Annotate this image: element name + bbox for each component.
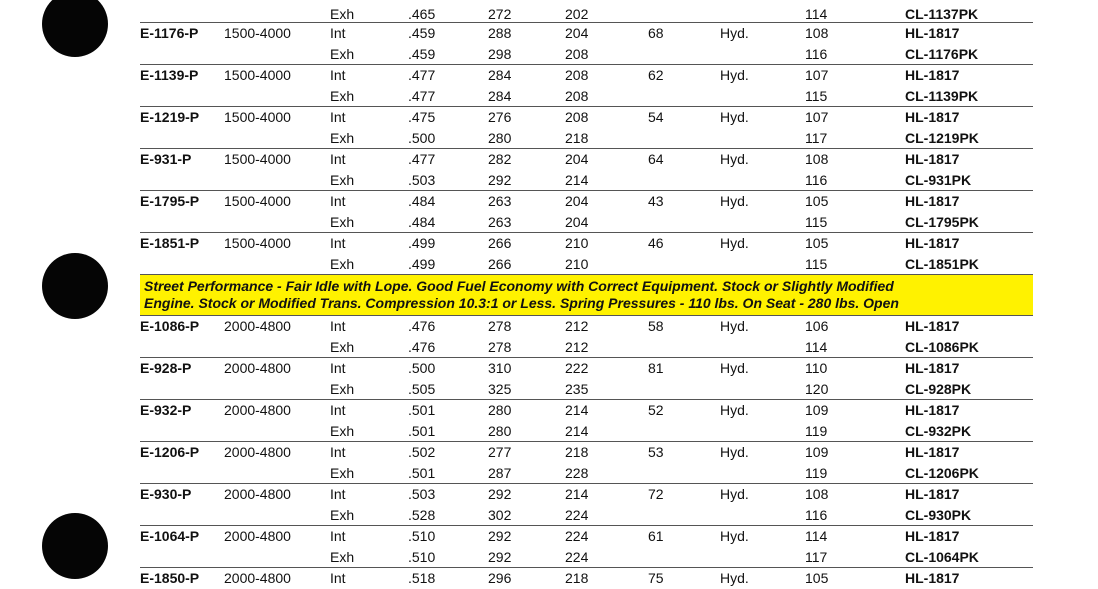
valve-label: Int xyxy=(330,360,346,376)
part-number: CL-1206PK xyxy=(905,464,979,481)
duration-050: 218 xyxy=(565,570,589,586)
valve-label: Exh xyxy=(330,255,355,272)
duration-050: 235 xyxy=(565,380,589,397)
valve-label: Int xyxy=(330,570,346,586)
valve-label: Int xyxy=(330,402,346,418)
rpm-range: 2000-4800 xyxy=(224,360,291,376)
cam-row-intake xyxy=(140,65,1033,86)
lift-value: .501 xyxy=(408,422,436,439)
cam-row-intake xyxy=(140,149,1033,170)
cam-row-exhaust xyxy=(140,379,1033,401)
valve-label: Int xyxy=(330,528,346,544)
valve-label: Exh xyxy=(330,87,355,104)
lift-value: .500 xyxy=(408,360,436,376)
spec-value: 105 xyxy=(805,235,829,251)
cam-part-number: E-1219-P xyxy=(140,109,200,125)
duration-050: 228 xyxy=(565,464,589,481)
advertised-duration: 263 xyxy=(488,213,512,230)
advertised-duration: 284 xyxy=(488,67,512,83)
cam-row-exhaust xyxy=(140,170,1033,192)
cam-row-exhaust xyxy=(140,44,1033,66)
lift-value: .510 xyxy=(408,528,436,544)
lifter-type: Hyd. xyxy=(720,235,749,251)
cam-group-1500-4000 xyxy=(140,23,1033,275)
rpm-range: 2000-4800 xyxy=(224,486,291,502)
category-banner xyxy=(140,275,1033,316)
lift-value: .503 xyxy=(408,486,436,502)
rpm-range: 1500-4000 xyxy=(224,235,291,251)
banner-line-2: Engine. Stock or Modified Trans. Compression 10.3:1 or Less. Spring Pressures - 110 lbs. On Seat - 280 lbs. Open xyxy=(144,295,899,311)
lifter-type: Hyd. xyxy=(720,528,749,544)
part-number: CL-931PK xyxy=(905,171,972,188)
lift-value: .503 xyxy=(408,171,436,188)
cam-row-exhaust xyxy=(140,86,1033,108)
banner-line-1: Street Performance - Fair Idle with Lope. Good Fuel Economy with Correct Equipment. Stock or Slightly Modified xyxy=(144,278,894,294)
part-number: HL-1817 xyxy=(905,25,960,41)
duration-050: 224 xyxy=(565,548,589,565)
spec-value: 115 xyxy=(805,87,828,104)
spec-value: 109 xyxy=(805,402,829,418)
cam-spec-table xyxy=(140,0,1033,589)
duration-050: 222 xyxy=(565,360,589,376)
spec-value: 109 xyxy=(805,444,829,460)
part-number: CL-1139PK xyxy=(905,87,979,104)
rpm-range: 1500-4000 xyxy=(224,67,291,83)
part-number: CL-1086PK xyxy=(905,338,979,355)
advertised-duration: 288 xyxy=(488,25,512,41)
part-number: HL-1817 xyxy=(905,67,960,83)
cam-part-number: E-1176-P xyxy=(140,25,199,41)
lobe-value: 43 xyxy=(648,193,664,209)
spec-value: 107 xyxy=(805,109,829,125)
lift-value: .465 xyxy=(408,6,436,22)
cam-row-intake xyxy=(140,316,1033,337)
valve-label: Int xyxy=(330,67,346,83)
part-number: CL-928PK xyxy=(905,380,972,397)
valve-label: Int xyxy=(330,151,346,167)
part-number: HL-1817 xyxy=(905,402,960,418)
advertised-duration: 296 xyxy=(488,570,512,586)
spec-value: 107 xyxy=(805,67,829,83)
lifter-type: Hyd. xyxy=(720,67,749,83)
advertised-duration: 266 xyxy=(488,255,512,272)
lift-value: .499 xyxy=(408,255,436,272)
lobe-value: 61 xyxy=(648,528,664,544)
cam-part-number: E-1206-P xyxy=(140,444,200,460)
valve-label: Int xyxy=(330,235,346,251)
cam-row-exhaust xyxy=(140,421,1033,443)
lobe-value: 81 xyxy=(648,360,664,376)
partial-bottom-row xyxy=(140,568,1033,589)
spec-value: 117 xyxy=(805,129,828,146)
binder-hole-bottom xyxy=(42,513,108,579)
lift-value: .510 xyxy=(408,548,436,565)
lifter-type: Hyd. xyxy=(720,25,749,41)
cam-row-intake xyxy=(140,358,1033,379)
advertised-duration: 292 xyxy=(488,548,512,565)
duration-050: 224 xyxy=(565,528,589,544)
spec-value: 116 xyxy=(805,506,828,523)
duration-050: 208 xyxy=(565,45,589,62)
duration-050: 208 xyxy=(565,87,589,104)
lift-value: .505 xyxy=(408,380,436,397)
spec-value: 114 xyxy=(805,338,828,355)
cam-part-number: E-1086-P xyxy=(140,318,200,334)
duration-050: 208 xyxy=(565,67,589,83)
part-number: HL-1817 xyxy=(905,360,960,376)
valve-label: Int xyxy=(330,193,346,209)
duration-050: 208 xyxy=(565,109,589,125)
advertised-duration: 278 xyxy=(488,318,512,334)
cam-row-intake xyxy=(140,400,1033,421)
duration-050: 218 xyxy=(565,129,589,146)
lifter-type: Hyd. xyxy=(720,360,749,376)
duration-050: 204 xyxy=(565,25,589,41)
cam-row-intake xyxy=(140,442,1033,463)
lifter-type: Hyd. xyxy=(720,151,749,167)
advertised-duration: 284 xyxy=(488,87,512,104)
cam-row-intake xyxy=(140,107,1033,128)
rpm-range: 2000-4800 xyxy=(224,570,291,586)
lift-value: .499 xyxy=(408,235,436,251)
cam-row-intake xyxy=(140,526,1033,547)
lobe-value: 58 xyxy=(648,318,664,334)
lift-value: .528 xyxy=(408,506,436,523)
lobe-value: 53 xyxy=(648,444,664,460)
advertised-duration: 292 xyxy=(488,486,512,502)
part-number: CL-1219PK xyxy=(905,129,979,146)
valve-label: Exh xyxy=(330,506,355,523)
cam-part-number: E-931-P xyxy=(140,151,192,167)
spec-value: 110 xyxy=(805,360,828,376)
spec-value: 114 xyxy=(805,6,828,22)
spec-value: 108 xyxy=(805,151,829,167)
duration-050: 212 xyxy=(565,318,589,334)
lift-value: .476 xyxy=(408,318,436,334)
valve-label: Int xyxy=(330,25,346,41)
advertised-duration: 287 xyxy=(488,464,512,481)
duration-050: 212 xyxy=(565,338,589,355)
valve-label: Int xyxy=(330,486,346,502)
lift-value: .484 xyxy=(408,193,436,209)
lobe-value: 64 xyxy=(648,151,664,167)
duration-050: 202 xyxy=(565,6,589,22)
lifter-type: Hyd. xyxy=(720,193,749,209)
lobe-value: 52 xyxy=(648,402,664,418)
lift-value: .518 xyxy=(408,570,436,586)
part-number: HL-1817 xyxy=(905,486,960,502)
duration-050: 214 xyxy=(565,486,589,502)
lift-value: .501 xyxy=(408,402,436,418)
lift-value: .484 xyxy=(408,213,436,230)
lifter-type: Hyd. xyxy=(720,109,749,125)
partial-top-row xyxy=(140,0,1033,23)
duration-050: 210 xyxy=(565,235,589,251)
part-number: HL-1817 xyxy=(905,235,960,251)
cam-row-exhaust xyxy=(140,337,1033,359)
part-number: CL-1795PK xyxy=(905,213,979,230)
cam-part-number: E-1064-P xyxy=(140,528,200,544)
lobe-value: 46 xyxy=(648,235,664,251)
advertised-duration: 277 xyxy=(488,444,512,460)
lifter-type: Hyd. xyxy=(720,444,749,460)
part-number: CL-1176PK xyxy=(905,45,979,62)
valve-label: Exh xyxy=(330,464,355,481)
binder-hole-top xyxy=(42,0,108,57)
advertised-duration: 310 xyxy=(488,360,512,376)
lift-value: .477 xyxy=(408,151,436,167)
part-number: HL-1817 xyxy=(905,109,960,125)
advertised-duration: 325 xyxy=(488,380,512,397)
cam-row-intake xyxy=(140,191,1033,212)
duration-050: 218 xyxy=(565,444,589,460)
cam-row-exhaust xyxy=(140,254,1033,276)
cam-row-exhaust xyxy=(140,128,1033,150)
lift-value: .477 xyxy=(408,87,436,104)
duration-050: 214 xyxy=(565,402,589,418)
lifter-type: Hyd. xyxy=(720,402,749,418)
duration-050: 224 xyxy=(565,506,589,523)
lifter-type: Hyd. xyxy=(720,486,749,502)
spec-value: 105 xyxy=(805,193,829,209)
valve-label: Exh xyxy=(330,380,355,397)
part-number: HL-1817 xyxy=(905,528,960,544)
advertised-duration: 280 xyxy=(488,422,512,439)
part-number: CL-1137PK xyxy=(905,6,979,22)
lift-value: .500 xyxy=(408,129,436,146)
cam-part-number: E-1850-P xyxy=(140,570,200,586)
part-number: CL-930PK xyxy=(905,506,972,523)
cam-row-exhaust xyxy=(140,463,1033,485)
part-number: CL-1851PK xyxy=(905,255,979,272)
advertised-duration: 292 xyxy=(488,528,512,544)
spec-value: 105 xyxy=(805,570,829,586)
duration-050: 204 xyxy=(565,213,589,230)
cam-part-number: E-1851-P xyxy=(140,235,200,251)
cam-row-exhaust xyxy=(140,212,1033,234)
advertised-duration: 280 xyxy=(488,129,512,146)
rpm-range: 2000-4800 xyxy=(224,444,291,460)
part-number: HL-1817 xyxy=(905,318,960,334)
duration-050: 204 xyxy=(565,193,589,209)
spec-value: 116 xyxy=(805,171,828,188)
advertised-duration: 278 xyxy=(488,338,512,355)
lifter-type: Hyd. xyxy=(720,570,749,586)
spec-value: 108 xyxy=(805,486,829,502)
valve-label: Exh xyxy=(330,129,355,146)
advertised-duration: 280 xyxy=(488,402,512,418)
spec-value: 115 xyxy=(805,213,828,230)
rpm-range: 2000-4800 xyxy=(224,528,291,544)
lift-value: .501 xyxy=(408,464,436,481)
valve-label: Int xyxy=(330,318,346,334)
lift-value: .459 xyxy=(408,25,436,41)
valve-label: Exh xyxy=(330,45,355,62)
valve-label: Exh xyxy=(330,213,355,230)
spec-value: 120 xyxy=(805,380,829,397)
spec-value: 117 xyxy=(805,548,828,565)
rpm-range: 1500-4000 xyxy=(224,25,291,41)
duration-050: 204 xyxy=(565,151,589,167)
cam-group-2000-4800 xyxy=(140,316,1033,568)
lift-value: .502 xyxy=(408,444,436,460)
lobe-value: 75 xyxy=(648,570,664,586)
part-number: CL-932PK xyxy=(905,422,972,439)
valve-label: Exh xyxy=(330,6,355,22)
valve-label: Int xyxy=(330,444,346,460)
spec-value: 115 xyxy=(805,255,828,272)
cam-row-exhaust xyxy=(140,547,1033,569)
cam-row-intake xyxy=(140,23,1033,44)
spec-value: 119 xyxy=(805,422,828,439)
spec-value: 108 xyxy=(805,25,829,41)
rpm-range: 1500-4000 xyxy=(224,151,291,167)
rpm-range: 1500-4000 xyxy=(224,193,291,209)
duration-050: 214 xyxy=(565,422,589,439)
cam-part-number: E-928-P xyxy=(140,360,192,376)
rpm-range: 1500-4000 xyxy=(224,109,291,125)
spec-value: 119 xyxy=(805,464,828,481)
lobe-value: 54 xyxy=(648,109,664,125)
cam-row-intake xyxy=(140,233,1033,254)
lifter-type: Hyd. xyxy=(720,318,749,334)
lobe-value: 72 xyxy=(648,486,664,502)
spec-value: 106 xyxy=(805,318,829,334)
advertised-duration: 263 xyxy=(488,193,512,209)
advertised-duration: 282 xyxy=(488,151,512,167)
spec-value: 116 xyxy=(805,45,828,62)
valve-label: Exh xyxy=(330,422,355,439)
valve-label: Int xyxy=(330,109,346,125)
part-number: CL-1064PK xyxy=(905,548,979,565)
cam-part-number: E-930-P xyxy=(140,486,192,502)
lobe-value: 62 xyxy=(648,67,664,83)
valve-label: Exh xyxy=(330,548,355,565)
part-number: HL-1817 xyxy=(905,151,960,167)
rpm-range: 2000-4800 xyxy=(224,402,291,418)
valve-label: Exh xyxy=(330,338,355,355)
cam-part-number: E-1795-P xyxy=(140,193,200,209)
cam-row-exhaust xyxy=(140,505,1033,527)
cam-part-number: E-932-P xyxy=(140,402,192,418)
binder-hole-middle xyxy=(42,253,108,319)
lift-value: .459 xyxy=(408,45,436,62)
lift-value: .475 xyxy=(408,109,436,125)
advertised-duration: 276 xyxy=(488,109,512,125)
lobe-value: 68 xyxy=(648,25,664,41)
part-number: HL-1817 xyxy=(905,193,960,209)
advertised-duration: 266 xyxy=(488,235,512,251)
advertised-duration: 298 xyxy=(488,45,512,62)
cam-row-intake xyxy=(140,484,1033,505)
duration-050: 210 xyxy=(565,255,589,272)
rpm-range: 2000-4800 xyxy=(224,318,291,334)
advertised-duration: 272 xyxy=(488,6,512,22)
lift-value: .477 xyxy=(408,67,436,83)
spec-value: 114 xyxy=(805,528,828,544)
lift-value: .476 xyxy=(408,338,436,355)
advertised-duration: 292 xyxy=(488,171,512,188)
advertised-duration: 302 xyxy=(488,506,512,523)
cam-part-number: E-1139-P xyxy=(140,67,199,83)
part-number: HL-1817 xyxy=(905,444,960,460)
part-number: HL-1817 xyxy=(905,570,960,586)
valve-label: Exh xyxy=(330,171,355,188)
duration-050: 214 xyxy=(565,171,589,188)
